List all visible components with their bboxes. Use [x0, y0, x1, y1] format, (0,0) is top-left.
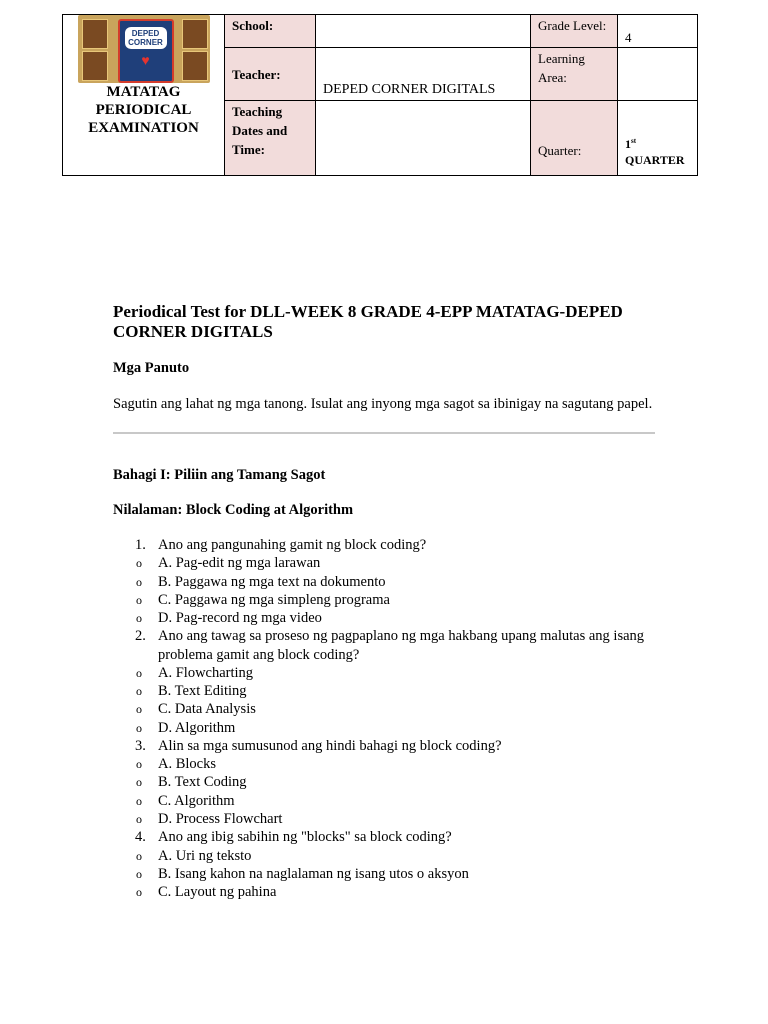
option-item: o A. Pag-edit ng mga larawan: [136, 555, 321, 572]
header-table: [62, 14, 698, 176]
teaching-dates-label: Teaching Dates and Time:: [225, 101, 316, 176]
option-item: o B. Text Coding: [136, 774, 247, 791]
document-body: [113, 302, 658, 901]
deped-corner-logo: DEPED CORNER ♥: [78, 15, 210, 83]
school-label: School:: [225, 15, 316, 48]
option-item: o A. Blocks: [136, 756, 216, 773]
question-text: Ano ang ibig sabihin ng "blocks" sa block coding?: [158, 829, 452, 846]
option-item: o B. Isang kahon na naglalaman ng isang utos o aksyon: [136, 865, 469, 882]
learning-area-value: [618, 48, 698, 101]
option-item: o D. Pag-record ng mga video: [136, 610, 322, 627]
grade-level-value: 4: [618, 15, 698, 48]
option-item: o B. Paggawa ng mga text na dokumento: [136, 573, 386, 590]
teacher-value: DEPED CORNER DIGITALS: [316, 48, 531, 101]
option-item: o B. Text Editing: [136, 683, 247, 700]
teaching-dates-value: [316, 101, 531, 176]
question-text: Ano ang tawag sa proseso ng pagpaplano ng mga hakbang upang malutas ang isang problema gamit ang block coding?: [158, 628, 645, 663]
teacher-label: Teacher:: [225, 48, 316, 101]
logo-cell: [63, 15, 225, 176]
question-item: 4. Ano ang ibig sabihin ng "blocks" sa block coding? o A. Uri ng teksto o B. Isang kahon na naglalaman ng isang utos o aksyon o C. Layout ng pahina: [113, 828, 658, 901]
option-item: o D. Process Flowchart: [136, 811, 283, 828]
learning-area-label: Learning Area:: [531, 48, 618, 101]
question-item: 3. Alin sa mga sumusunod ang hindi bahagi ng block coding? o A. Blocks o B. Text Coding o C. Algorithm o D. Process Flowchart: [113, 737, 658, 828]
option-item: o A. Uri ng teksto: [136, 847, 252, 864]
grade-level-label: Grade Level:: [531, 15, 618, 48]
question-list: [113, 536, 658, 901]
option-item: o C. Paggawa ng mga simpleng programa: [136, 591, 390, 608]
quarter-label: Quarter:: [531, 101, 618, 176]
option-item: o C. Data Analysis: [136, 701, 256, 718]
instructions-heading: Mga Panuto: [113, 360, 190, 376]
section-heading: Bahagi I: Piliin ang Tamang Sagot: [113, 467, 326, 483]
option-item: o C. Algorithm: [136, 792, 235, 809]
document-title: Periodical Test for DLL-WEEK 8 GRADE 4-EPP MATATAG-DEPED CORNER DIGITALS: [113, 302, 623, 341]
instructions-text: Sagutin ang lahat ng mga tanong. Isulat ang inyong mga sagot sa ibinigay na sagutang papel.: [113, 396, 653, 412]
quarter-value: 1st QUARTER: [618, 101, 698, 176]
option-item: o D. Algorithm: [136, 719, 236, 736]
question-item: 1. Ano ang pangunahing gamit ng block coding? o A. Pag-edit ng mga larawan o B. Paggawa ng mga text na dokumento o C. Paggawa ng mga simpleng programa o D. Pag-record ng mga video: [113, 536, 658, 627]
school-value: [316, 15, 531, 48]
option-item: o A. Flowcharting: [136, 664, 254, 681]
option-item: o C. Layout ng pahina: [136, 884, 277, 901]
content-heading: Nilalaman: Block Coding at Algorithm: [113, 502, 354, 518]
exam-title: MATATAG PERIODICAL EXAMINATION: [88, 84, 199, 136]
question-text: Ano ang pangunahing gamit ng block coding?: [158, 537, 427, 553]
question-text: Alin sa mga sumusunod ang hindi bahagi ng block coding?: [158, 737, 502, 754]
question-item: 2. Ano ang tawag sa proseso ng pagpaplano ng mga hakbang upang malutas ang isang problema gamit ang block coding? o A. Flowcharting o B. Text Editing o C. Data Analysis o D. Algorithm: [113, 627, 658, 737]
